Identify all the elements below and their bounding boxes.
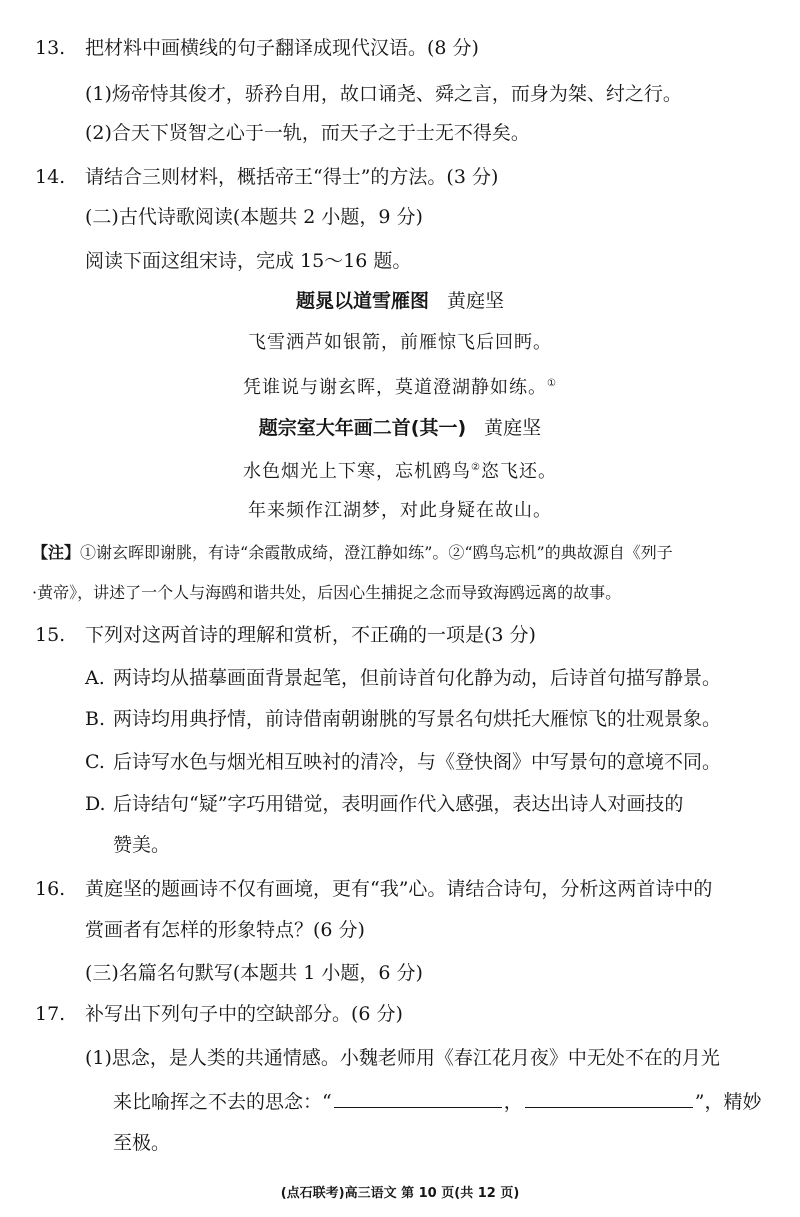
poem-2-line-1: [0, 456, 800, 484]
question-number: 14.: [35, 166, 66, 188]
poem-line-text: 凭谁说与谢玄晖，莫道澄湖静如练。: [243, 377, 548, 398]
option-letter: D.: [85, 793, 106, 815]
poem-2-title: [0, 416, 800, 440]
poem-author: 黄庭坚: [447, 290, 505, 312]
question-number: 15.: [35, 624, 66, 646]
section-intro: 阅读下面这组宋诗，完成 15～16 题。: [85, 250, 412, 272]
poem-1-title: [0, 289, 800, 313]
annotation-line-1: [32, 542, 673, 564]
fill-suffix: ”，精妙: [694, 1091, 762, 1113]
option-text: 两诗均从描摹画面背景起笔，但前诗首句化静为动，后诗首句描写静景。: [113, 667, 722, 689]
poem-title: 题晁以道雪雁图: [295, 290, 429, 312]
option-text: 后诗写水色与烟光相互映衬的清冷，与《登快阁》中写景句的意境不同。: [113, 751, 722, 773]
question-13: [35, 36, 479, 60]
question-16: [35, 877, 712, 901]
answer-blank-1[interactable]: [334, 1089, 502, 1108]
question-stem: 下列对这两首诗的理解和赏析，不正确的一项是(3 分): [85, 624, 536, 646]
option-letter: C.: [85, 751, 105, 773]
section-heading-recitation: (三)名篇名句默写(本题共 1 小题，6 分): [85, 962, 423, 984]
option-d: [85, 792, 683, 816]
answer-blank-2[interactable]: [525, 1089, 693, 1108]
q17-item-1-line-2: [113, 1089, 761, 1114]
question-16-continuation: 赏画者有怎样的形象特点？(6 分): [85, 919, 365, 941]
poem-line-text: 水色烟光上下寒，忘机鸥鸟: [243, 461, 472, 482]
poem-line-text: 恣飞还。: [480, 461, 557, 482]
page-footer: (点石联考)高三语文 第 10 页(共 12 页): [280, 1186, 520, 1201]
question-stem: 请结合三则材料，概括帝王“得士”的方法。(3 分): [85, 166, 499, 188]
blank-separator: ，: [503, 1091, 523, 1113]
question-17: [35, 1002, 403, 1026]
question-number: 13.: [35, 37, 66, 59]
option-text: 两诗均用典抒情，前诗借南朝谢朓的写景名句烘托大雁惊飞的壮观景象。: [113, 708, 722, 730]
question-14: [35, 165, 498, 189]
question-number: 17.: [35, 1003, 66, 1025]
q17-item-1-line-3: 至极。: [113, 1132, 171, 1154]
option-c: [85, 750, 721, 774]
option-letter: A.: [85, 667, 105, 689]
q17-item-1-line-1: (1)思念，是人类的共通情感。小魏老师用《春江花月夜》中无处不在的月光: [85, 1047, 720, 1069]
option-text: 后诗结句“疑”字巧用错觉，表明画作代入感强，表达出诗人对画技的: [113, 793, 684, 815]
annotation-text: ①谢玄晖即谢朓，有诗“余霞散成绮，澄江静如练”。②“鸥鸟忘机”的典故源自《列子: [80, 543, 673, 562]
option-b: [85, 707, 721, 731]
poem-2-line-2: 年来频作江湖梦，对此身疑在故山。: [248, 500, 552, 521]
section-heading-poetry: (二)古代诗歌阅读(本题共 2 小题，9 分): [85, 206, 423, 228]
option-a: [85, 666, 721, 690]
question-stem: 补写出下列句子中的空缺部分。(6 分): [85, 1003, 403, 1025]
question-number: 16.: [35, 878, 66, 900]
option-d-continuation: 赞美。: [113, 834, 171, 856]
annotation-line-2: ·黄帝》，讲述了一个人与海鸥和谐共处，后因心生捕捉之念而导致海鸥远离的故事。: [32, 583, 622, 602]
footnote-marker: ②: [471, 462, 481, 473]
option-letter: B.: [85, 708, 106, 730]
question-stem: 黄庭坚的题画诗不仅有画境，更有“我”心。请结合诗句，分析这两首诗中的: [85, 878, 713, 900]
fill-prompt: 来比喻挥之不去的思念：“: [113, 1091, 332, 1113]
q13-sentence-2: (2)合天下贤智之心于一轨，而天子之于士无不得矣。: [85, 122, 530, 144]
question-stem: 把材料中画横线的句子翻译成现代汉语。(8 分): [85, 37, 479, 59]
annotation-tag: 【注】: [32, 543, 81, 562]
poem-title: 题宗室大年画二首(其一): [258, 417, 467, 439]
poem-1-line-2: [0, 372, 800, 400]
footnote-marker: ①: [547, 378, 557, 389]
poem-author: 黄庭坚: [484, 417, 542, 439]
question-15: [35, 623, 536, 647]
q13-sentence-1: (1)炀帝恃其俊才，骄矜自用，故口诵尧、舜之言，而身为桀、纣之行。: [85, 83, 682, 105]
poem-1-line-1: 飞雪洒芦如银箭，前雁惊飞后回眄。: [248, 332, 552, 353]
